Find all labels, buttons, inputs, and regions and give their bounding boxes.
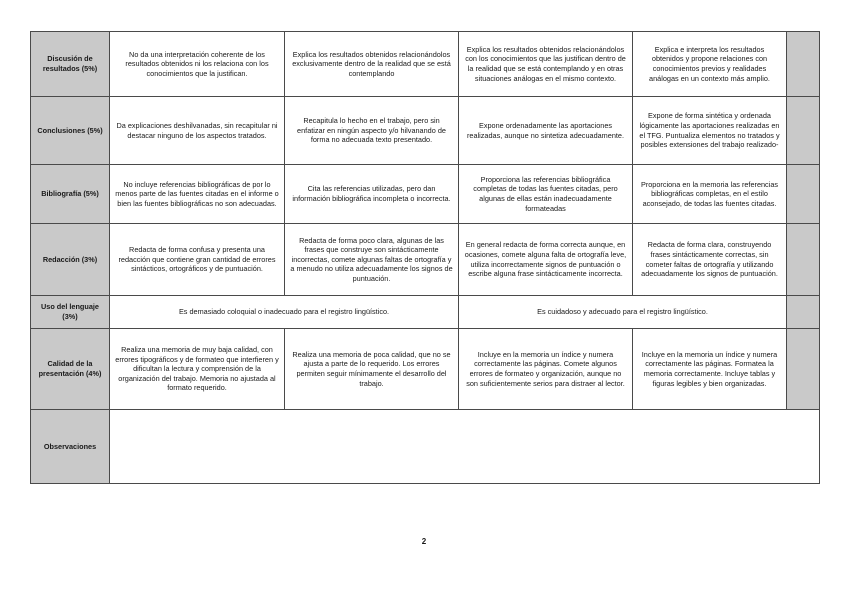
level-cell: Redacta de forma clara, construyendo frases sintácticamente correctas, sin cometer faltas de ortografía y utilizando adecuadamente los signos de puntuación. [633, 224, 787, 296]
level-cell: Da explicaciones deshilvanadas, sin recapitular ni destacar ninguno de los aspectos tratados. [110, 97, 285, 165]
level-cell: Cita las referencias utilizadas, pero dan información bibliográfica incompleta o incorrecta. [285, 165, 459, 224]
rubric-row-bibliografia [31, 165, 820, 224]
score-cell [787, 32, 820, 97]
score-cell [787, 224, 820, 296]
level-cell: Realiza una memoria de muy baja calidad, con errores tipográficos y de formateo que interfieren y dificultan la lectura y comprensión de la organización del trabajo. Memoria no ajustada al formato requerido. [110, 329, 285, 410]
level-cell: En general redacta de forma correcta aunque, en ocasiones, comete alguna falta de ortografía leve, utiliza incorrectamente signos de puntuación o escribe alguna frase sintácticamente incorrecta. [459, 224, 633, 296]
level-cell: Proporciona en la memoria las referencias bibliográficas completas, en el estilo aconsejado, de todas las fuentes citadas. [633, 165, 787, 224]
level-cell: Redacta de forma confusa y presenta una redacción que contiene gran cantidad de errores sintácticos, ortográficos y de puntuación. [110, 224, 285, 296]
level-cell: Explica e interpreta los resultados obtenidos y propone relaciones con conocimientos previos y realidades análogas en un contexto más amplio. [633, 32, 787, 97]
criterion-label: Calidad de la presentación (4%) [31, 329, 110, 410]
level-cell: Explica los resultados obtenidos relacionándolos con los conocimientos que las justifican dentro de la realidad que se está contemplando y en otras situaciones análogas en el mismo contexto. [459, 32, 633, 97]
score-cell [787, 329, 820, 410]
criterion-label: Redacción (3%) [31, 224, 110, 296]
level-cell: Realiza una memoria de poca calidad, que no se ajusta a parte de lo requerido. Los errores permiten seguir mínimamente el desarrollo del trabajo. [285, 329, 459, 410]
observaciones-field[interactable] [110, 410, 820, 484]
rubric-row-presentacion [31, 329, 820, 410]
level-cell: Proporciona las referencias bibliográfica completas de todas las fuentes citadas, pero algunas de ellas están inadecuadamente formateadas [459, 165, 633, 224]
merged-level-cell: Es demasiado coloquial o inadecuado para el registro lingüístico. [110, 296, 459, 329]
level-cell: No incluye referencias bibliográficas de por lo menos parte de las fuentes citadas en el informe o bien las fuentes bibliográficas no son adecuadas. [110, 165, 285, 224]
level-cell: Recapitula lo hecho en el trabajo, pero sin enfatizar en ningún aspecto y/o hilvanando de forma no adecuada texto presentado. [285, 97, 459, 165]
rubric-row-observaciones [31, 410, 820, 484]
rubric-row-conclusiones [31, 97, 820, 165]
score-cell [787, 296, 820, 329]
merged-level-cell: Es cuidadoso y adecuado para el registro lingüístico. [459, 296, 787, 329]
criterion-label: Bibliografía (5%) [31, 165, 110, 224]
level-cell: Explica los resultados obtenidos relacionándolos exclusivamente dentro de la realidad que se está contemplando [285, 32, 459, 97]
criterion-label: Observaciones [31, 410, 110, 484]
criterion-label: Discusión de resultados (5%) [31, 32, 110, 97]
page-number: 2 [421, 537, 427, 546]
evaluation-rubric-table [30, 31, 820, 484]
level-cell: No da una interpretación coherente de los resultados obtenidos ni los relaciona con los conocimientos que la justifican. [110, 32, 285, 97]
rubric-row-discusion [31, 32, 820, 97]
score-cell [787, 97, 820, 165]
level-cell: Expone de forma sintética y ordenada lógicamente las aportaciones realizadas en el TFG. Puntualiza elementos no tratados y posibles extensiones del trabajo realizado- [633, 97, 787, 165]
rubric-row-redaccion [31, 224, 820, 296]
level-cell: Redacta de forma poco clara, algunas de las frases que construye son sintácticamente incorrectas, comete algunas faltas de ortografía y a menudo no utiliza adecuadamente los signos de puntuación. [285, 224, 459, 296]
score-cell [787, 165, 820, 224]
criterion-label: Uso del lenguaje (3%) [31, 296, 110, 329]
criterion-label: Conclusiones (5%) [31, 97, 110, 165]
rubric-row-uso-lenguaje [31, 296, 820, 329]
level-cell: Expone ordenadamente las aportaciones realizadas, aunque no sintetiza adecuadamente. [459, 97, 633, 165]
level-cell: Incluye en la memoria un índice y numera correctamente las páginas. Formatea la memoria correctamente. Incluye tablas y figuras legibles y bien organizadas. [633, 329, 787, 410]
level-cell: Incluye en la memoria un índice y numera correctamente las páginas. Comete algunos errores de formateo y organización, aunque no son suficientemente serios para distraer al lector. [459, 329, 633, 410]
